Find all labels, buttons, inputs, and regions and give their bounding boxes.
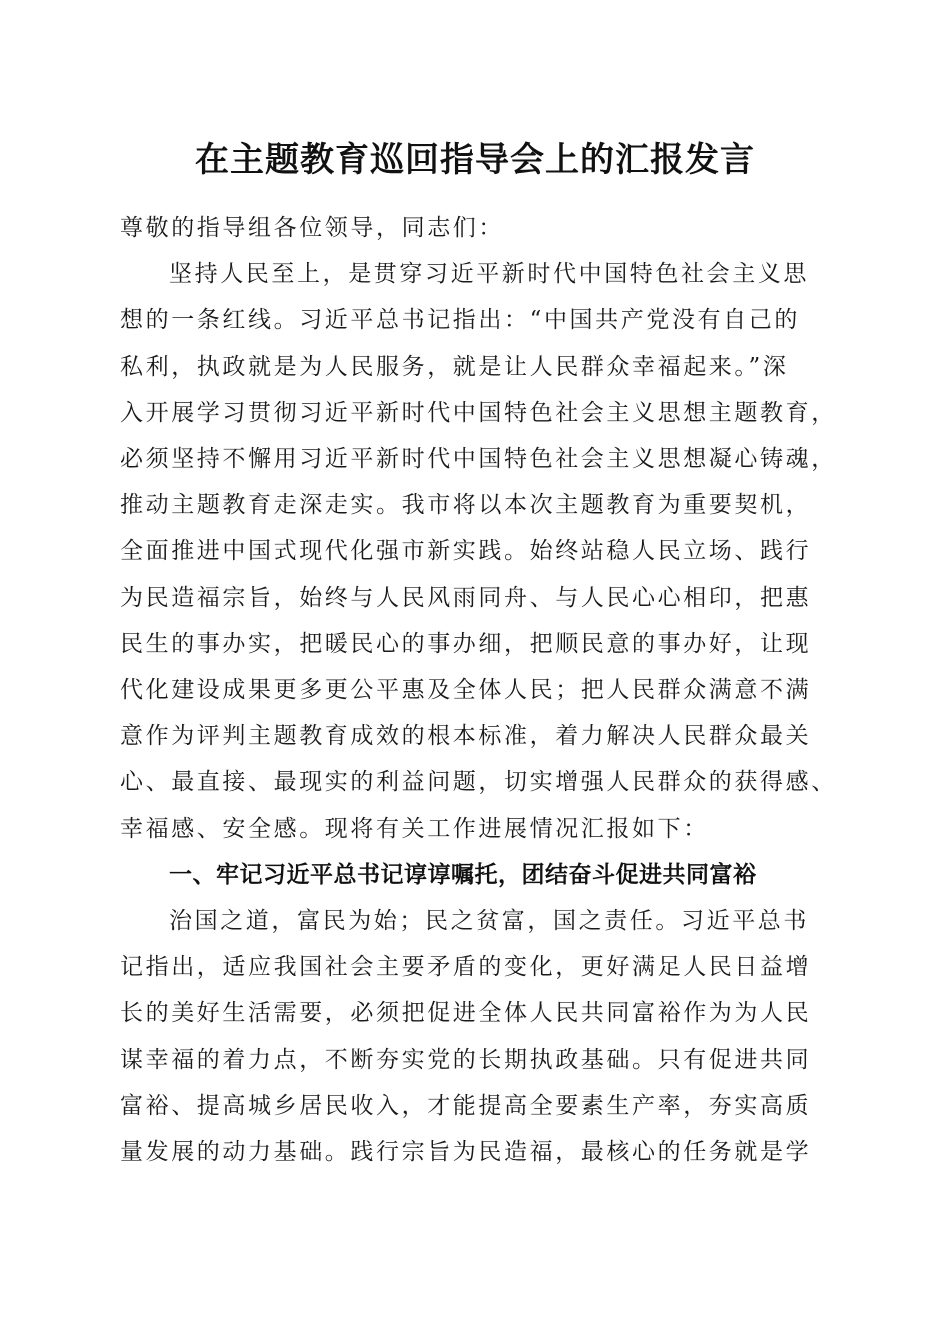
section-heading: 一、牢记习近平总书记谆谆嘱托，团结奋斗促进共同富裕 bbox=[169, 862, 757, 888]
paragraph-line: 心、最直接、最现实的利益问题，切实增强人民群众的获得感、 bbox=[120, 769, 837, 795]
paragraph-line: 入开展学习贯彻习近平新时代中国特色社会主义思想主题教育， bbox=[120, 400, 837, 426]
paragraph-line: 记指出，适应我国社会主要矛盾的变化，更好满足人民日益增 bbox=[120, 954, 812, 980]
paragraph-line: 坚持人民至上，是贯穿习近平新时代中国特色社会主义思 bbox=[169, 261, 809, 287]
paragraph-line: 幸福感、安全感。现将有关工作进展情况汇报如下： bbox=[120, 816, 709, 842]
paragraph-line: 必须坚持不懈用习近平新时代中国特色社会主义思想凝心铸魂， bbox=[120, 446, 837, 472]
paragraph-line: 意作为评判主题教育成效的根本标准，着力解决人民群众最关 bbox=[120, 723, 812, 749]
document-title: 在主题教育巡回指导会上的汇报发言 bbox=[195, 140, 755, 180]
paragraph-line: 量发展的动力基础。践行宗旨为民造福，最核心的任务就是学 bbox=[120, 1139, 812, 1165]
paragraph-line: 私利，执政就是为人民服务，就是让人民群众幸福起来。”深 bbox=[120, 354, 789, 380]
paragraph-line: 民生的事办实，把暖民心的事办细，把顺民意的事办好，让现 bbox=[120, 631, 812, 657]
paragraph-line: 治国之道，富民为始；民之贫富，国之责任。习近平总书 bbox=[169, 908, 809, 934]
paragraph-line: 富裕、提高城乡居民收入，才能提高全要素生产率，夯实高质 bbox=[120, 1093, 812, 1119]
paragraph-line: 尊敬的指导组各位领导，同志们： bbox=[120, 215, 504, 241]
paragraph-line: 推动主题教育走深走实。我市将以本次主题教育为重要契机， bbox=[120, 492, 812, 518]
paragraph-line: 代化建设成果更多更公平惠及全体人民；把人民群众满意不满 bbox=[120, 677, 812, 703]
paragraph-line: 想的一条红线。习近平总书记指出：“中国共产党没有自己的 bbox=[120, 307, 800, 333]
paragraph-line: 为民造福宗旨，始终与人民风雨同舟、与人民心心相印，把惠 bbox=[120, 585, 812, 611]
paragraph-line: 长的美好生活需要，必须把促进全体人民共同富裕作为为人民 bbox=[120, 1000, 812, 1026]
paragraph-line: 谋幸福的着力点，不断夯实党的长期执政基础。只有促进共同 bbox=[120, 1047, 812, 1073]
paragraph-line: 全面推进中国式现代化强市新实践。始终站稳人民立场、践行 bbox=[120, 538, 812, 564]
